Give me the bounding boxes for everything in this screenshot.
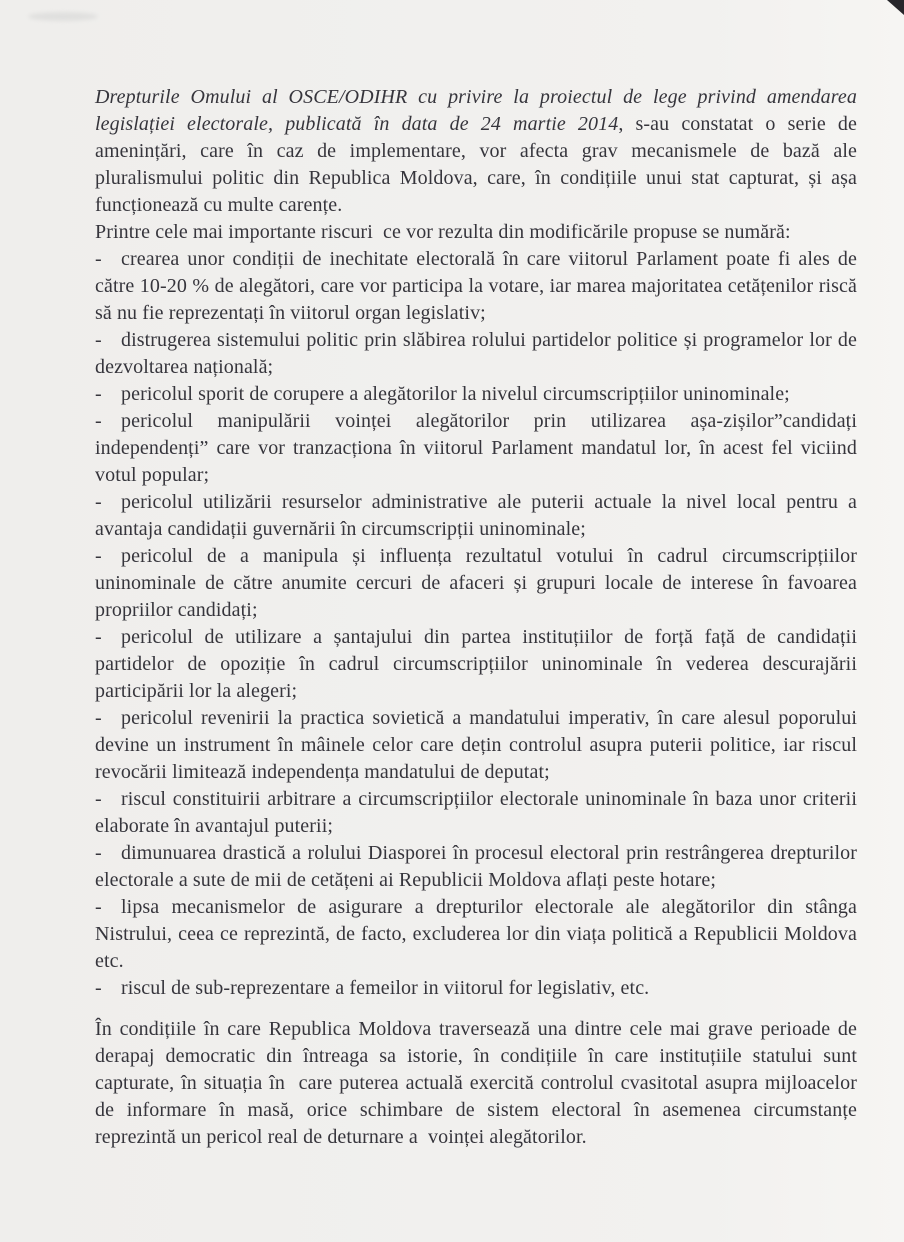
list-item-text: distrugerea sistemului politic prin slăbirea rolului partidelor politice și programelor lor de dezvoltarea națională; xyxy=(95,329,857,378)
scan-corner-mark xyxy=(887,0,904,15)
list-item xyxy=(95,246,857,327)
list-item xyxy=(95,381,857,408)
scan-smudge xyxy=(28,12,98,21)
list-item xyxy=(95,327,857,381)
intro-italic-text: Drepturile Omului al OSCE/ODIHR cu privire la proiectul de lege privind amendarea legislației electorale, publicată în data de 24 martie 2014 xyxy=(95,86,857,135)
list-item xyxy=(95,975,857,1002)
list-item-dash: - xyxy=(95,410,102,432)
list-item-dash: - xyxy=(95,977,102,999)
intro-regular-text: , s-au constatat o serie de amenințări, care în caz de implementare, vor afecta grav mecanismele de bază ale pluralismului politic din Republica Moldova, care, în condițiile unui stat capturat, și așa funcționează cu multe carențe. xyxy=(95,113,857,216)
list-item-dash: - xyxy=(95,329,102,351)
list-item-dash: - xyxy=(95,788,102,810)
list-item xyxy=(95,408,857,489)
list-item-text: pericolul revenirii la practica sovietică a mandatului imperativ, în care alesul poporului devine un instrument în mâinele celor care dețin controlul asupra puterii politice, iar riscul revocării limitează independența mandatului de deputat; xyxy=(95,707,857,783)
list-item-dash: - xyxy=(95,248,102,270)
list-item-text: lipsa mecanismelor de asigurare a drepturilor electorale ale alegătorilor din stânga Nistrului, ceea ce reprezintă, de facto, excluderea lor din viața politică a Republicii Moldova etc. xyxy=(95,896,857,972)
list-item xyxy=(95,489,857,543)
risks-list xyxy=(95,246,857,1002)
list-item xyxy=(95,786,857,840)
list-item-text: pericolul utilizării resurselor administrative ale puterii actuale la nivel local pentru a avantaja candidații guvernării în circumscripții uninominale; xyxy=(95,491,857,540)
risks-lead-paragraph: Printre cele mai importante riscuri ce vor rezulta din modificările propuse se numără: xyxy=(95,221,791,243)
list-item-text: riscul de sub-reprezentare a femeilor in viitorul for legislativ, etc. xyxy=(121,977,650,999)
list-item-text: pericolul de a manipula și influența rezultatul votului în cadrul circumscripțiilor uninominale de către anumite cercuri de afaceri și grupuri locale de interese în favoarea propriilor candidați; xyxy=(95,545,857,621)
list-item xyxy=(95,705,857,786)
list-item xyxy=(95,894,857,975)
closing-paragraph: În condițiile în care Republica Moldova traversează una dintre cele mai grave perioade de derapaj democratic din întreaga sa istorie, în condițiile în care instituțiile statului sunt capturate, în situația în care puterea actuală exercită controlul cvasitotal asupra mijloacelor de informare în masă, orice schimbare de sistem electoral în asemenea circumstanțe reprezintă un pericol real de deturnare a voinței alegătorilor. xyxy=(95,1018,857,1148)
list-item-text: riscul constituirii arbitrare a circumscripțiilor electorale uninominale în baza unor criterii elaborate în avantajul puterii; xyxy=(95,788,857,837)
list-item-dash: - xyxy=(95,545,102,567)
list-item-dash: - xyxy=(95,896,102,918)
document-content xyxy=(95,84,857,1151)
list-item xyxy=(95,543,857,624)
list-item xyxy=(95,840,857,894)
list-item-dash: - xyxy=(95,383,102,405)
intro-paragraph xyxy=(95,84,857,219)
list-item-dash: - xyxy=(95,626,102,648)
list-item-text: dimunuarea drastică a rolului Diasporei în procesul electoral prin restrângerea drepturilor electorale a sute de mii de cetățeni ai Republicii Moldova aflați peste hotare; xyxy=(95,842,857,891)
list-item xyxy=(95,624,857,705)
list-item-text: pericolul de utilizare a șantajului din partea instituțiilor de forță față de candidații partidelor de opoziție în cadrul circumscripțiilor uninominale în vederea descurajării participării lor la alegeri; xyxy=(95,626,857,702)
list-item-text: crearea unor condiții de inechitate electorală în care viitorul Parlament poate fi ales de către 10-20 % de alegători, care vor participa la votare, iar marea majoritatea cetățenilor riscă să nu fie reprezentați în viitorul organ legislativ; xyxy=(95,248,857,324)
list-item-dash: - xyxy=(95,491,102,513)
list-item-text: pericolul sporit de corupere a alegătorilor la nivelul circumscripțiilor uninominale; xyxy=(121,383,790,405)
list-item-dash: - xyxy=(95,842,102,864)
list-item-dash: - xyxy=(95,707,102,729)
list-item-text: pericolul manipulării voinței alegătorilor prin utilizarea așa-zișilor”candidați independenți” care vor tranzacționa în viitorul Parlament mandatul lor, în acest fel viciind votul popular; xyxy=(95,410,857,486)
